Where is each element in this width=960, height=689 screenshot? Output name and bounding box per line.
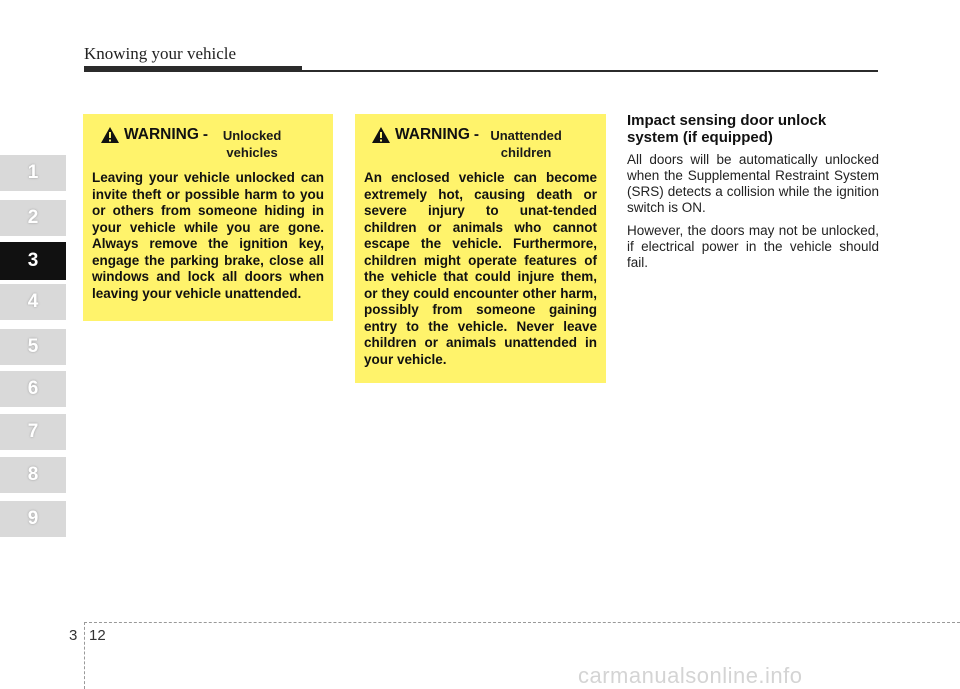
header-title: Knowing your vehicle: [84, 44, 237, 63]
header-bar: [84, 66, 302, 72]
warning-title: [364, 126, 597, 161]
chapter-tab-2[interactable]: 2: [0, 200, 66, 236]
section-body: [627, 152, 879, 278]
header-rule: [302, 70, 878, 72]
watermark-text: carmanualsonline.info: [578, 663, 803, 688]
chapter-tab-8[interactable]: 8: [0, 457, 66, 493]
section-paragraph: All doors will be automatically unlocked when the Supplemental Restraint System (SRS) detects a collision while the ignition switch is ON.: [627, 152, 879, 215]
warning-subject: Unattended children: [490, 128, 562, 160]
warning-unlocked-vehicles: [83, 114, 333, 321]
warning-dash: -: [202, 126, 209, 143]
warning-title: [92, 126, 324, 161]
warning-body: Leaving your vehicle unlocked can invite theft or possible harm to you or others from someone hiding in your vehicle while you are gone. Always remove the ignition key, engage the parking brake, close all windows and lock all doors when leaving your vehicle unattended.: [92, 170, 324, 301]
warning-subject: Unlocked vehicles: [222, 128, 282, 160]
page-number: 12: [89, 627, 106, 644]
section-paragraph: However, the doors may not be unlocked, if electrical power in the vehicle should fail.: [627, 223, 879, 270]
warning-triangle-icon: [371, 126, 391, 144]
warning-body: An enclosed vehicle can become extremely hot, causing death or severe injury to unat-tended children or animals who cannot escape the vehicle. Furthermore, children might operate features of the vehicle that could injure them, or they could encounter other harm, possibly from someone gaining entry to the vehicle. Never leave children or animals unattended in your vehicle.: [364, 170, 597, 367]
warning-word: WARNING: [124, 126, 199, 143]
warning-triangle-icon: [100, 126, 120, 144]
chapter-tab-9[interactable]: 9: [0, 501, 66, 537]
chapter-tab-3[interactable]: 3: [0, 242, 66, 280]
chapter-tab-1[interactable]: 1: [0, 155, 66, 191]
warning-word: WARNING: [395, 126, 470, 143]
chapter-tab-6[interactable]: 6: [0, 371, 66, 407]
chapter-tab-4[interactable]: 4: [0, 284, 66, 320]
warning-unattended-children: [355, 114, 606, 383]
footer-rule: [84, 622, 960, 623]
section-heading: Impact sensing door unlock system (if equipped): [627, 112, 827, 146]
footer-divider: [84, 622, 85, 689]
warning-dash: -: [473, 126, 480, 143]
page-chapter-number: 3: [69, 627, 78, 644]
chapter-tab-5[interactable]: 5: [0, 329, 66, 365]
chapter-tab-7[interactable]: 7: [0, 414, 66, 450]
